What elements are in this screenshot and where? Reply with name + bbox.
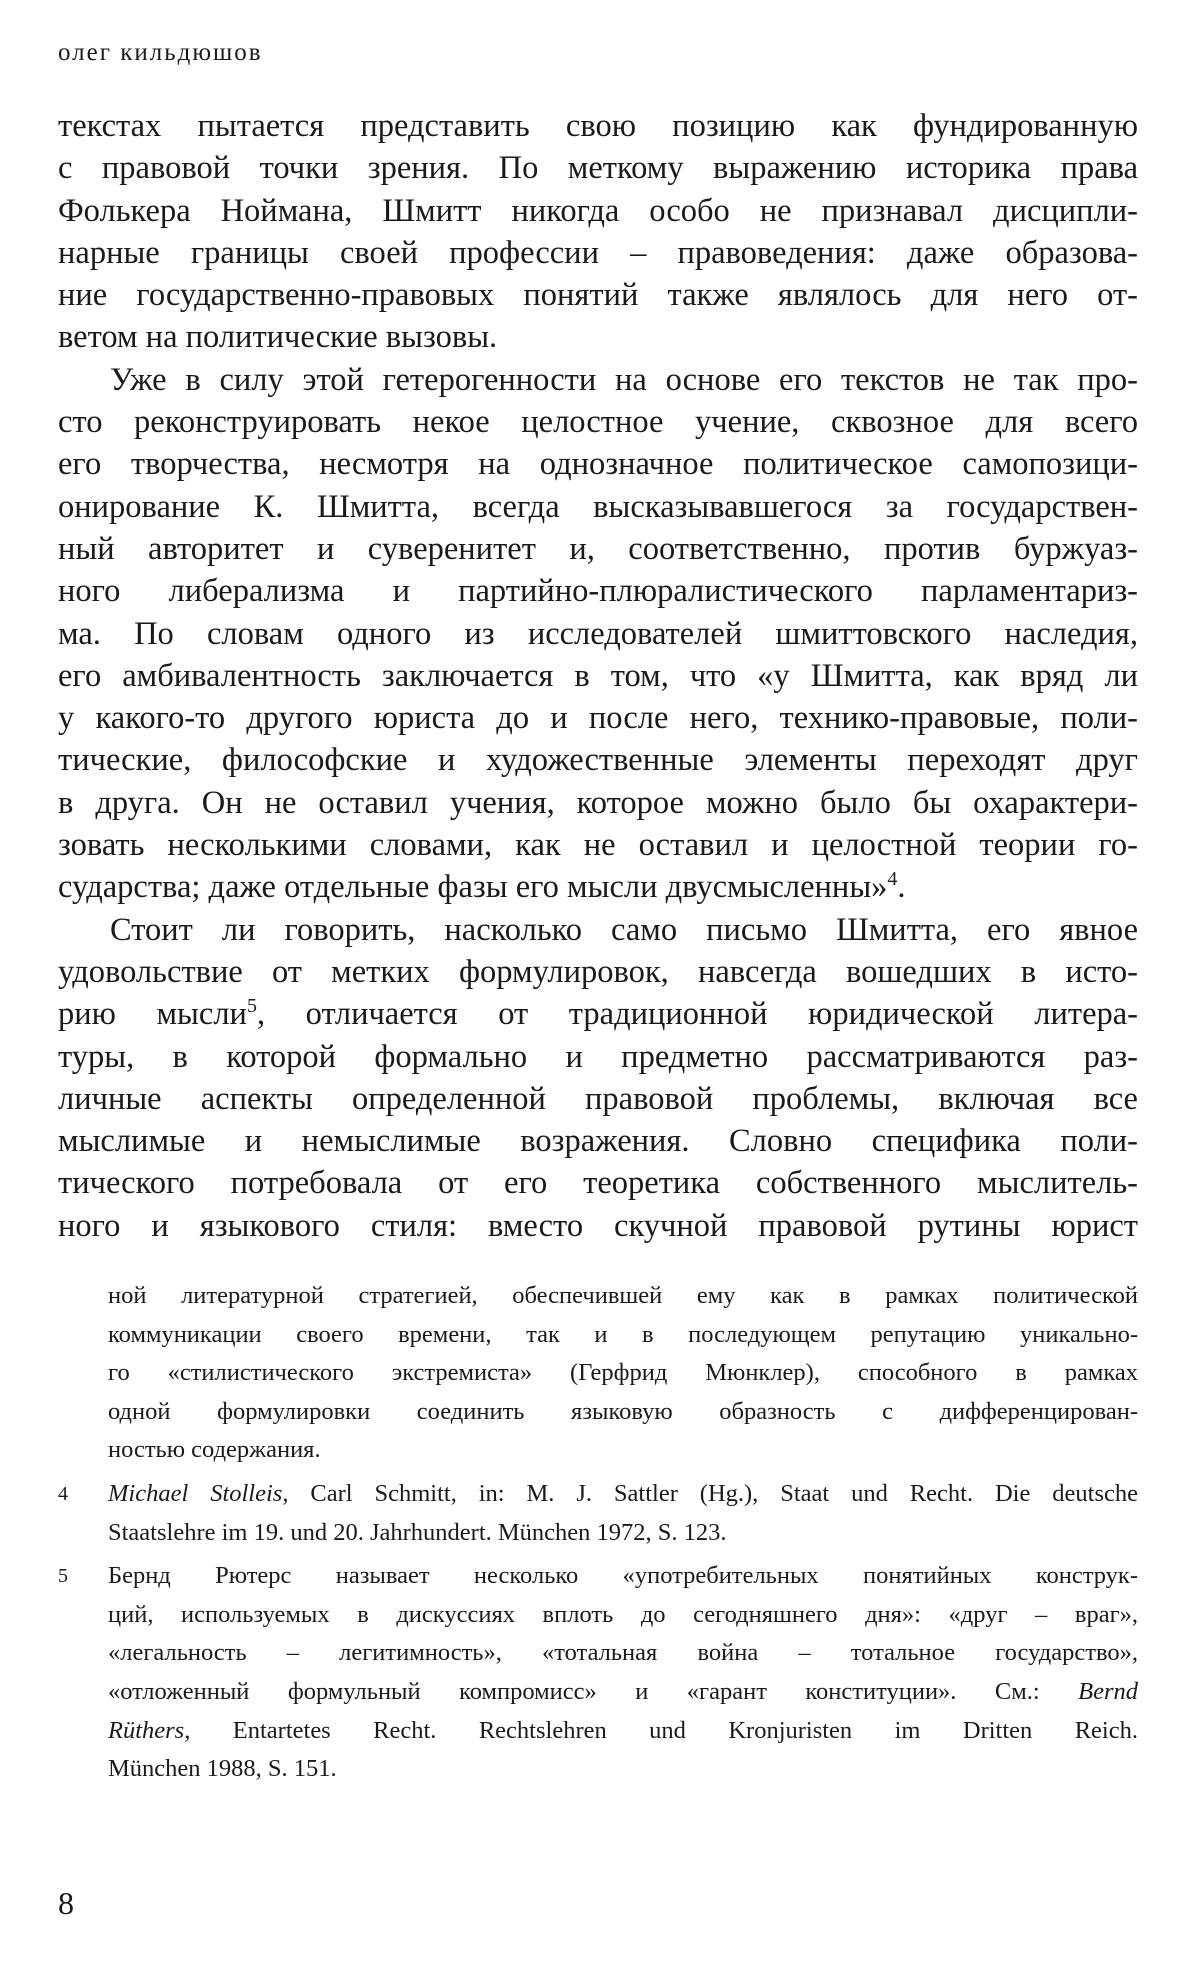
text-line: с правовой точки зрения. По меткому выражению историка права xyxy=(58,150,1138,187)
footnote-text: , Entartetes Recht. Rechtslehren und Kronjuristen im Dritten Reich. xyxy=(184,1716,1138,1744)
text-line: мыслимые и немыслимые возражения. Словно специфика поли- xyxy=(58,1123,1138,1160)
text-line: у какого-то другого юриста до и после него, технико-правовые, поли- xyxy=(58,700,1138,737)
footnote-author: Rüthers xyxy=(108,1716,185,1744)
text-line: ный авторитет и суверенитет и, соответственно, против буржуаз- xyxy=(58,530,1138,567)
text-line: его творчества, несмотря на однозначное политическое самопозици- xyxy=(58,446,1138,483)
footnote-line: коммуникации своего времени, так и в последующем репутацию уникально- xyxy=(108,1320,1138,1348)
text-line xyxy=(58,993,1138,1035)
text-line: онирование К. Шмитта, всегда высказывавшегося за государствен- xyxy=(58,488,1138,525)
footnote-continued xyxy=(58,1277,1138,1470)
text-line xyxy=(58,866,1138,908)
text-line: туры, в которой формально и предметно рассматриваются раз- xyxy=(58,1038,1138,1075)
footnote-ref-5[interactable]: 5 xyxy=(246,995,257,1018)
text-line-content: рию мысли xyxy=(58,996,247,1033)
footnote-text: «отложенный формульный компромисс» и «гарант конституции». См.: xyxy=(108,1677,1079,1705)
footnote-line: ностью содержания. xyxy=(108,1436,321,1464)
footnote-mark-5: 5 xyxy=(58,1565,68,1588)
text-line: Стоит ли говорить, насколько само письмо Шмитта, его явное xyxy=(110,911,1138,948)
text-line: ние государственно-правовых понятий также являлось для него от- xyxy=(58,277,1138,314)
footnote-line xyxy=(58,1475,1138,1514)
text-line: сто реконструировать некое целостное учение, сквозное для всего xyxy=(58,404,1138,441)
text-line: ветом на политические вызовы. xyxy=(58,319,498,356)
line-end: . xyxy=(897,869,906,906)
text-line: личные аспекты определенной правовой проблемы, включая все xyxy=(58,1080,1138,1117)
footnote-line: Staatslehre im 19. und 20. Jahrhundert. München 1972, S. 123. xyxy=(108,1518,727,1546)
footnote-line: го «стилистического экстремиста» (Герфрид Мюнклер), способного в рамках xyxy=(108,1359,1138,1387)
text-line-content: , отличается от традиционной юридической литера- xyxy=(256,996,1138,1033)
footnote-5 xyxy=(58,1557,1138,1789)
footnote-line: München 1988, S. 151. xyxy=(108,1755,337,1783)
running-head: олег кильдюшов xyxy=(58,39,263,66)
text-line: удовольствие от метких формулировок, навсегда вошедших в исто- xyxy=(58,953,1138,990)
text-line: текстах пытается представить свою позицию как фундированную xyxy=(58,108,1138,144)
text-line: зовать несколькими словами, как не оставил и целостной теории го- xyxy=(58,827,1138,864)
footnote-line: ной литературной стратегией, обеспечившей ему как в рамках политической xyxy=(108,1282,1138,1309)
footnote-line: Бернд Рютерс называет несколько «употребительных понятийных конструк- xyxy=(108,1562,1138,1590)
footnote-text: , Carl Schmitt, in: M. J. Sattler (Hg.), Staat und Recht. Die deutsche xyxy=(282,1479,1138,1507)
text-line: Фолькера Ноймана, Шмитт никогда особо не признавал дисципли- xyxy=(58,192,1138,229)
footnote-4 xyxy=(58,1475,1138,1552)
footnotes xyxy=(58,1277,1138,1789)
main-text xyxy=(58,105,1138,1247)
footnote-line: ций, используемых в дискуссиях вплоть до сегодняшнего дня»: «друг – враг», xyxy=(108,1600,1138,1628)
text-line: тические, философские и художественные элементы переходят друг xyxy=(58,742,1138,779)
footnote-line xyxy=(58,1673,1138,1712)
footnote-author: Michael Stolleis xyxy=(108,1479,283,1507)
text-line-content: сударства; даже отдельные фазы его мысли двусмысленны» xyxy=(58,869,888,906)
footnote-author: Bernd xyxy=(1078,1677,1138,1705)
text-line: ма. По словам одного из исследователей шмиттовского наследия, xyxy=(58,615,1138,652)
text-line: тического потребовала от его теоретика собственного мыслитель- xyxy=(58,1165,1138,1202)
footnote-line: одной формулировки соединить языковую образность с дифференцирован- xyxy=(108,1397,1138,1425)
text-line: его амбивалентность заключается в том, что «у Шмитта, как вряд ли xyxy=(58,657,1138,694)
footnote-line: «легальность – легитимность», «тотальная война – тотальное государство», xyxy=(108,1639,1138,1667)
footnote-ref-4[interactable]: 4 xyxy=(887,868,898,891)
footnote-line xyxy=(58,1712,1138,1751)
text-line: в друга. Он не оставил учения, которое можно было бы охарактери- xyxy=(58,784,1138,821)
page-number: 8 xyxy=(58,1885,74,1921)
footnote-mark-4: 4 xyxy=(58,1482,68,1505)
text-line: Уже в силу этой гетерогенности на основе его текстов не так про- xyxy=(110,361,1138,398)
text-line: ного либерализма и партийно-плюралистического парламентариз- xyxy=(58,573,1138,610)
text-line: нарные границы своей профессии – правоведения: даже образова- xyxy=(58,234,1138,271)
text-line: ного и языкового стиля: вместо скучной правовой рутины юрист xyxy=(58,1207,1138,1244)
